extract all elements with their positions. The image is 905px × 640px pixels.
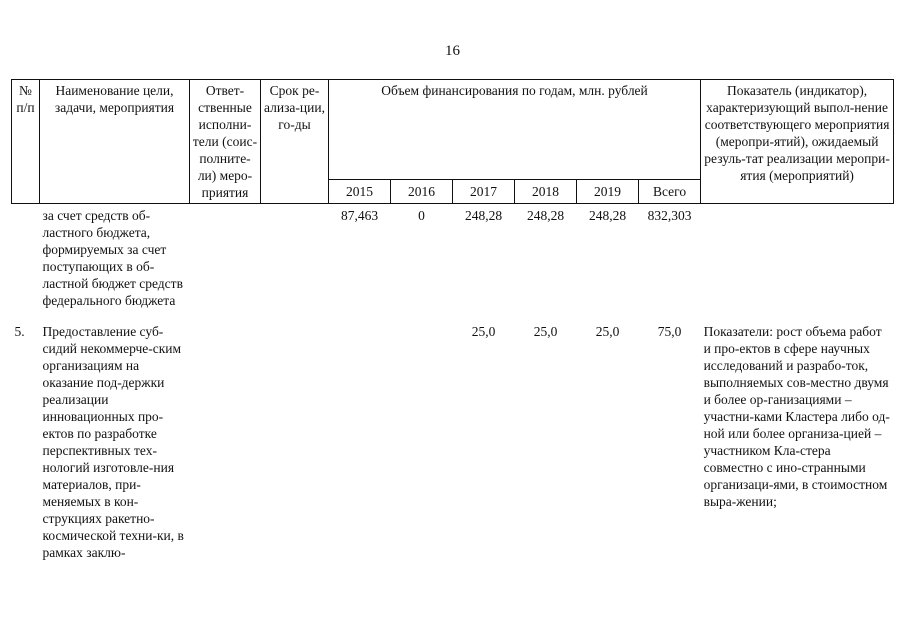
row-value-2015: 87,463 — [340, 208, 379, 223]
header-indicator: Показатель (индикатор), характеризующий выпол-нение соответствующего мероприятия (меропри-ятий), ожидаемый резуль-тат реализации меропри-ятия (мероприятий) — [701, 80, 894, 204]
header-year-2019: 2019 — [577, 180, 639, 204]
row-value-2018: 248,28 — [526, 208, 565, 223]
header-num: № п/п — [12, 80, 40, 204]
row-indicator: Показатели: рост объема работ и про-ектов в сфере научных исследований и разрабо-ток, выполняемых сов-местно двумя и более ор-ганизациями – участни-ками Кластера либо од-ной или более организа-цией – участником Кла-стера совместно с ино-странными организаци-ями, в стоимостном выра-жении; — [703, 324, 890, 509]
table-row — [12, 311, 894, 563]
row-value-2016: 0 — [418, 208, 425, 223]
row-value-2019: 25,0 — [595, 324, 620, 339]
header-executors: Ответ-ственные исполни-тели (соис-полните-ли) меро-приятия — [190, 80, 261, 204]
row-num — [12, 204, 40, 312]
row-period — [261, 204, 329, 312]
program-table — [11, 79, 894, 563]
row-num: 5. — [14, 324, 25, 339]
page-number: 16 — [445, 43, 460, 59]
header-year-2017: 2017 — [453, 180, 515, 204]
table-row — [12, 204, 894, 312]
row-value-2018: 25,0 — [533, 324, 558, 339]
header-total: Всего — [639, 180, 701, 204]
row-indicator — [701, 204, 894, 312]
row-value-2017: 248,28 — [464, 208, 503, 223]
row-value-2019: 248,28 — [588, 208, 627, 223]
row-name: Предоставление суб-сидий некоммерче-ским организациям на оказание под-держки реализации инновационных про-ектов по разработке перспективных тех-нологий изготовле-ния материалов, при-меняемых в кон-струкциях ракетно-космической техни-ки, в рамках заклю- — [42, 324, 184, 560]
header-name: Наименование цели, задачи, мероприятия — [40, 80, 190, 204]
row-value-2015 — [329, 311, 391, 563]
header-year-2018: 2018 — [515, 180, 577, 204]
row-value-2016 — [391, 311, 453, 563]
header-period: Срок ре-ализа-ции, го-ды — [261, 80, 329, 204]
row-value-2017: 25,0 — [471, 324, 496, 339]
row-name: за счет средств об-ластного бюджета, формируемых за счет поступающих в об-ластной бюджет средств федерального бюджета — [42, 208, 183, 308]
row-value-total: 832,303 — [647, 208, 692, 223]
row-executors — [190, 204, 261, 312]
row-value-total: 75,0 — [657, 324, 682, 339]
header-funding: Объем финансирования по годам, млн. рублей — [329, 80, 701, 180]
header-year-2016: 2016 — [391, 180, 453, 204]
row-executors — [190, 311, 261, 563]
row-period — [261, 311, 329, 563]
header-year-2015: 2015 — [329, 180, 391, 204]
